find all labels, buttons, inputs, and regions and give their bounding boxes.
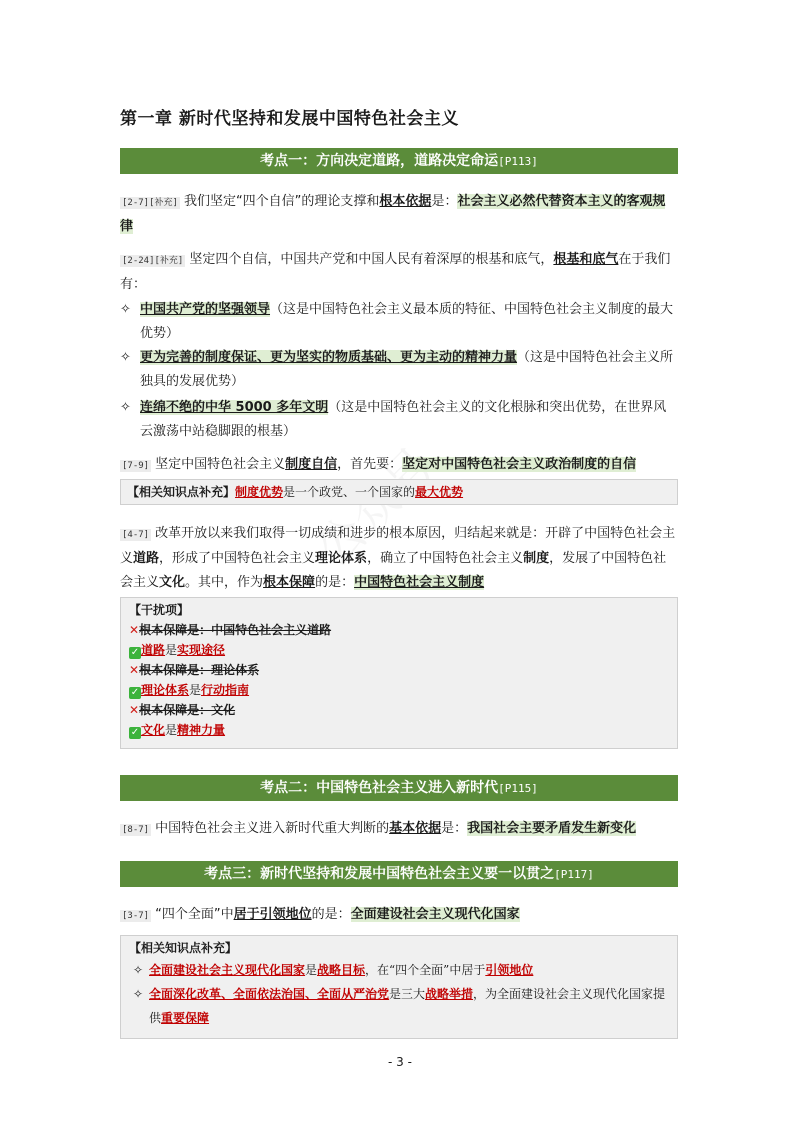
answer-highlight: 社会主义必然代替资本主义的客观规律 — [120, 194, 666, 234]
text: 的是： — [311, 907, 351, 922]
box-heading: 【干扰项】 — [129, 603, 190, 617]
question-tag: [2-7][补充] — [122, 198, 178, 208]
answer-highlight: 中国共产党的坚强领导 — [140, 302, 271, 317]
section-ref: [P115] — [498, 782, 538, 795]
red-term: 理论体系 — [141, 683, 190, 697]
bold-term: 制度 — [523, 551, 550, 566]
supplement-item — [129, 958, 669, 982]
question-tag: [3-7] — [122, 911, 150, 921]
text: ，为全面建设社会主义现代化国家提供 — [149, 987, 666, 1025]
text: 是： — [441, 821, 468, 836]
section-ref: [P113] — [498, 155, 538, 168]
correct-row — [129, 720, 669, 740]
diamond-icon: ✧ — [133, 963, 144, 977]
answer-highlight: 坚定对中国特色社会主义政治制度的自信 — [402, 457, 637, 472]
paragraph-2-24 — [120, 248, 678, 297]
red-term: 全面深化改革、全面依法治国、全面从严治党 — [149, 987, 390, 1001]
answer-highlight: 连绵不绝的中华 5000 多年文明 — [140, 400, 329, 415]
red-term: 最大优势 — [415, 485, 464, 499]
check-icon: ✓ — [130, 647, 140, 658]
text: 是 — [305, 963, 318, 977]
red-term: 全面建设社会主义现代化国家 — [149, 963, 306, 977]
red-term: 道路 — [141, 643, 166, 657]
check-icon: ✓ — [130, 687, 140, 698]
distractor-box — [120, 597, 678, 749]
key-term: 根基和底气 — [553, 252, 619, 267]
text: 。其中，作为 — [185, 575, 264, 590]
text: 是一个政党、一个国家的 — [283, 485, 416, 499]
text: 的是： — [315, 575, 355, 590]
text: 改革开放以来我们取得一切成绩和进步的根本原因，归结起来就是：开辟了中国特色社会主义 — [120, 526, 676, 566]
text: 根本保障是：文化 — [139, 703, 236, 717]
text: 根本保障是：理论体系 — [139, 663, 260, 677]
text: 坚定中国特色社会主义 — [155, 457, 286, 472]
section-banner-1 — [120, 148, 678, 174]
key-term: 居于引领地位 — [233, 907, 312, 922]
text: （这是中国特色社会主义所独具的发展优势） — [140, 350, 674, 389]
bold-term: 道路 — [133, 551, 160, 566]
section-title: 考点二：中国特色社会主义进入新时代 — [260, 780, 499, 796]
text: 坚定四个自信，中国共产党和中国人民有着深厚的根基和底气， — [189, 252, 554, 267]
diamond-icon: ✧ — [120, 400, 131, 415]
diamond-icon: ✧ — [120, 350, 131, 365]
correct-row — [129, 680, 669, 700]
page-number: - 3 - — [388, 1055, 412, 1069]
section-banner-2 — [120, 775, 678, 801]
check-icon: ✓ — [130, 727, 140, 738]
text: 根本保障是：中国特色社会主义道路 — [139, 623, 332, 637]
text: ，首先要： — [337, 457, 403, 472]
text: 是： — [431, 194, 458, 209]
red-term: 重要保障 — [161, 1011, 210, 1025]
red-term: 战略目标 — [317, 963, 366, 977]
section-title: 考点一：方向决定道路，道路决定命运 — [260, 153, 499, 169]
paragraph-8-7 — [120, 817, 678, 842]
key-term: 根本依据 — [379, 194, 432, 209]
text: 是 — [189, 683, 202, 697]
distractor-row — [129, 700, 669, 720]
bold-term: 理论体系 — [315, 551, 368, 566]
question-tag: [7-9] — [122, 461, 150, 471]
red-term: 引领地位 — [485, 963, 534, 977]
box-heading: 【相关知识点补充】 — [127, 485, 236, 499]
key-term: 根本保障 — [263, 575, 316, 590]
red-term: 文化 — [141, 723, 166, 737]
text: “四个全面”中 — [155, 907, 234, 922]
diamond-icon: ✧ — [133, 987, 144, 1001]
answer-highlight: 更为完善的制度保证、更为坚实的物质基础、更为主动的精神力量 — [140, 350, 518, 365]
text: ，在“四个全面”中居于 — [365, 963, 486, 977]
paragraph-7-9 — [120, 453, 678, 478]
red-term: 战略举措 — [425, 987, 474, 1001]
text: （这是中国特色社会主义的文化根脉和突出优势，在世界风云激荡中站稳脚跟的根基） — [140, 400, 667, 439]
distractor-row — [129, 620, 669, 640]
cross-icon: ✕ — [129, 623, 140, 637]
chapter-title: 第一章 新时代坚持和发展中国特色社会主义 — [120, 109, 459, 129]
text: 是 — [165, 723, 178, 737]
key-term: 制度自信 — [285, 457, 338, 472]
text: 是三大 — [389, 987, 426, 1001]
answer-highlight: 中国特色社会主义制度 — [354, 575, 485, 590]
bold-term: 文化 — [159, 575, 186, 590]
red-term: 行动指南 — [201, 683, 250, 697]
answer-highlight: 我国社会主要矛盾发生新变化 — [467, 821, 637, 836]
red-term: 实现途径 — [177, 643, 226, 657]
red-term: 制度优势 — [235, 485, 284, 499]
diamond-icon: ✧ — [120, 302, 131, 317]
text: 我们坚定“四个自信”的理论支撑和 — [183, 194, 380, 209]
knowledge-supplement-box — [120, 479, 678, 505]
text: ，形成了中国特色社会主义 — [159, 551, 316, 566]
key-term: 基本依据 — [389, 821, 442, 836]
section-ref: [P117] — [554, 868, 594, 881]
paragraph-4-7 — [120, 522, 678, 595]
question-tag: [2-24][补充] — [122, 256, 184, 266]
text: 在于我们有： — [120, 252, 671, 292]
text: ，确立了中国特色社会主义 — [367, 551, 524, 566]
knowledge-supplement-box-2 — [120, 935, 678, 1039]
section-title: 考点三：新时代坚持和发展中国特色社会主义要一以贯之 — [204, 866, 555, 882]
text: ，发展了中国特色社会主义 — [120, 551, 667, 590]
cross-icon: ✕ — [129, 663, 140, 677]
red-term: 精神力量 — [177, 723, 226, 737]
cross-icon: ✕ — [129, 703, 140, 717]
text: 中国特色社会主义进入新时代重大判断的 — [155, 821, 390, 836]
paragraph-3-7 — [120, 903, 678, 928]
text: （这是中国特色社会主义最本质的特征、中国特色社会主义制度的最大优势） — [140, 302, 674, 341]
correct-row — [129, 640, 669, 660]
distractor-row — [129, 660, 669, 680]
paragraph-2-7 — [120, 190, 678, 239]
supplement-item — [129, 982, 669, 1030]
text: 是 — [165, 643, 178, 657]
section-banner-3 — [120, 861, 678, 887]
box-heading: 【相关知识点补充】 — [129, 941, 238, 955]
question-tag: [8-7] — [122, 825, 150, 835]
answer-highlight: 全面建设社会主义现代化国家 — [350, 907, 520, 922]
question-tag: [4-7] — [122, 530, 150, 540]
